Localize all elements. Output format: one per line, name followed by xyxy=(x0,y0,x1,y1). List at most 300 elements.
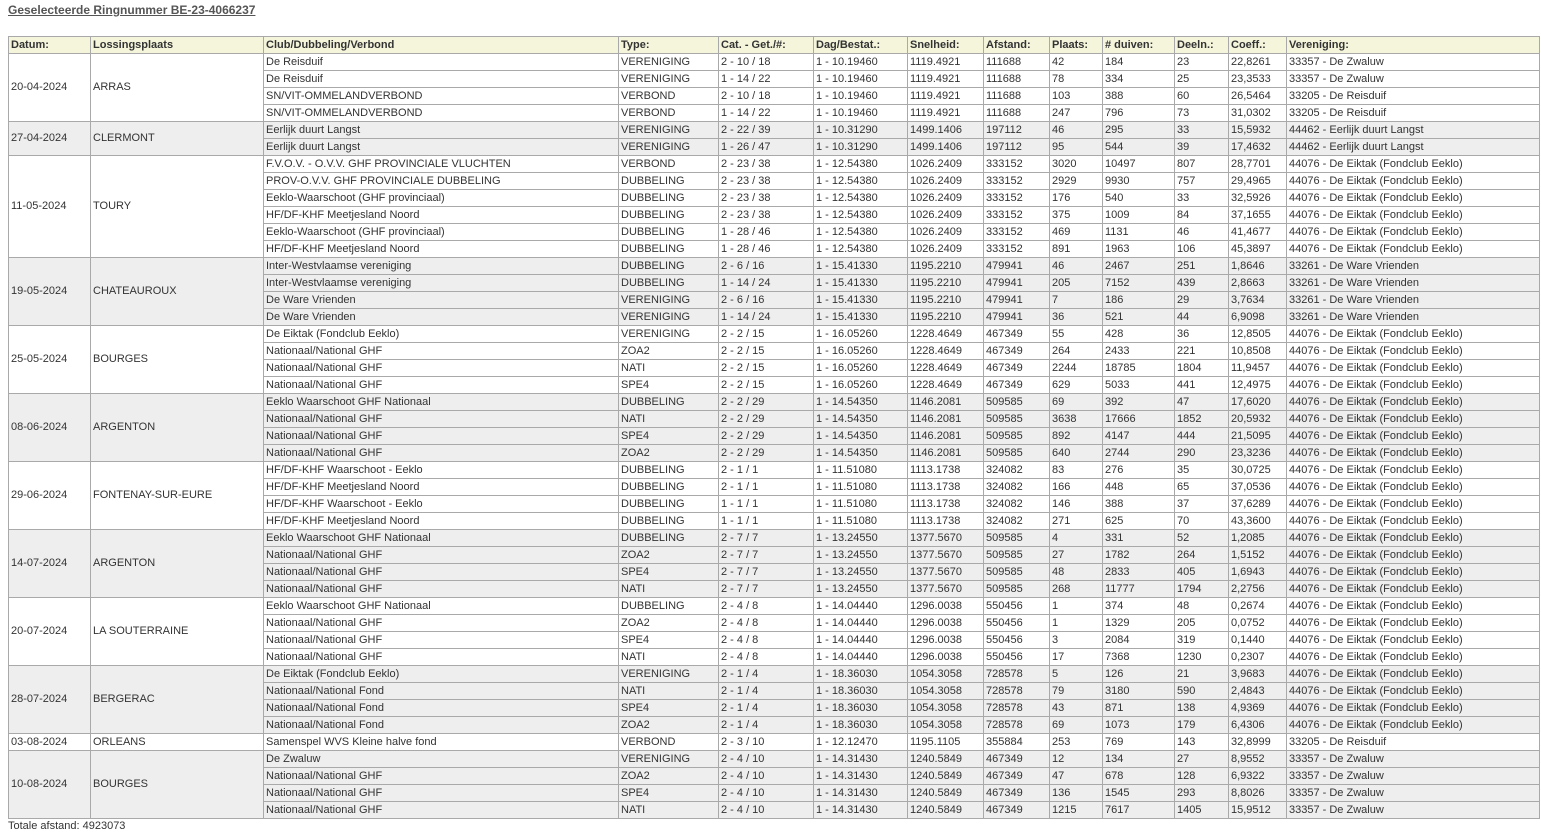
type-cell: VERENIGING xyxy=(619,751,719,768)
pigeons-cell: 1131 xyxy=(1103,224,1175,241)
association-cell: 44076 - De Eiktak (Fondclub Eeklo) xyxy=(1287,598,1540,615)
participants-cell: 106 xyxy=(1175,241,1229,258)
distance-cell: 467349 xyxy=(984,802,1050,819)
distance-cell: 467349 xyxy=(984,343,1050,360)
race-location: CLERMONT xyxy=(91,122,264,156)
speed-cell: 1228.4649 xyxy=(908,377,984,394)
race-date: 11-05-2024 xyxy=(9,156,91,258)
race-location: ARGENTON xyxy=(91,394,264,462)
date-header: Datum: xyxy=(9,37,91,54)
place-cell: 253 xyxy=(1050,734,1103,751)
coefficient-cell: 43,3600 xyxy=(1229,513,1287,530)
pigeons-cell: 186 xyxy=(1103,292,1175,309)
type-cell: DUBBELING xyxy=(619,479,719,496)
participants-cell: 757 xyxy=(1175,173,1229,190)
association-cell: 44076 - De Eiktak (Fondclub Eeklo) xyxy=(1287,496,1540,513)
speed-cell: 1054.3058 xyxy=(908,717,984,734)
association-cell: 44076 - De Eiktak (Fondclub Eeklo) xyxy=(1287,632,1540,649)
pigeons-cell: 678 xyxy=(1103,768,1175,785)
participants-cell: 27 xyxy=(1175,751,1229,768)
race-date: 03-08-2024 xyxy=(9,734,91,751)
coefficient-cell: 32,8999 xyxy=(1229,734,1287,751)
speed-cell: 1146.2081 xyxy=(908,411,984,428)
category-cell: 1 - 14 / 22 xyxy=(719,105,814,122)
coefficient-cell: 45,3897 xyxy=(1229,241,1287,258)
association-cell: 33205 - De Reisduif xyxy=(1287,105,1540,122)
participants-cell: 23 xyxy=(1175,54,1229,71)
association-cell: 44076 - De Eiktak (Fondclub Eeklo) xyxy=(1287,700,1540,717)
place-cell: 264 xyxy=(1050,343,1103,360)
place-cell: 5 xyxy=(1050,666,1103,683)
participants-cell: 405 xyxy=(1175,564,1229,581)
category-cell: 2 - 2 / 15 xyxy=(719,377,814,394)
participants-cell: 221 xyxy=(1175,343,1229,360)
type-cell: NATI xyxy=(619,683,719,700)
race-location: FONTENAY-SUR-EURE xyxy=(91,462,264,530)
results-table xyxy=(8,36,1540,819)
category-cell: 1 - 14 / 24 xyxy=(719,275,814,292)
association-cell: 33261 - De Ware Vrienden xyxy=(1287,258,1540,275)
place-cell: 79 xyxy=(1050,683,1103,700)
place-cell: 43 xyxy=(1050,700,1103,717)
category-cell: 2 - 4 / 8 xyxy=(719,649,814,666)
association-cell: 44076 - De Eiktak (Fondclub Eeklo) xyxy=(1287,428,1540,445)
coefficient-cell: 23,3236 xyxy=(1229,445,1287,462)
place-cell: 69 xyxy=(1050,717,1103,734)
speed-cell: 1228.4649 xyxy=(908,360,984,377)
day-time-cell: 1 - 13.24550 xyxy=(814,581,908,598)
day-time-cell: 1 - 16.05260 xyxy=(814,360,908,377)
place-cell: 78 xyxy=(1050,71,1103,88)
race-location: CHATEAUROUX xyxy=(91,258,264,326)
day-time-cell: 1 - 12.54380 xyxy=(814,207,908,224)
speed-cell: 1195.1105 xyxy=(908,734,984,751)
pigeons-cell: 2433 xyxy=(1103,343,1175,360)
pigeons-cell: 388 xyxy=(1103,88,1175,105)
club-cell: Nationaal/National GHF xyxy=(264,411,619,428)
speed-cell: 1240.5849 xyxy=(908,751,984,768)
coefficient-cell: 0,0752 xyxy=(1229,615,1287,632)
speed-cell: 1054.3058 xyxy=(908,683,984,700)
place-cell: 640 xyxy=(1050,445,1103,462)
club-cell: Eeklo-Waarschoot (GHF provinciaal) xyxy=(264,190,619,207)
type-cell: DUBBELING xyxy=(619,190,719,207)
race-location: BERGERAC xyxy=(91,666,264,734)
place-cell: 136 xyxy=(1050,785,1103,802)
race-date: 25-05-2024 xyxy=(9,326,91,394)
participants-cell: 73 xyxy=(1175,105,1229,122)
coefficient-cell: 21,5095 xyxy=(1229,428,1287,445)
type-cell: ZOA2 xyxy=(619,343,719,360)
speed-cell: 1113.1738 xyxy=(908,479,984,496)
place-cell: 4 xyxy=(1050,530,1103,547)
pigeons-cell: 11777 xyxy=(1103,581,1175,598)
pigeons-cell: 374 xyxy=(1103,598,1175,615)
speed-cell: 1195.2210 xyxy=(908,258,984,275)
category-cell: 1 - 26 / 47 xyxy=(719,139,814,156)
day-time-cell: 1 - 15.41330 xyxy=(814,275,908,292)
coefficient-cell: 15,9512 xyxy=(1229,802,1287,819)
category-cell: 2 - 10 / 18 xyxy=(719,54,814,71)
coefficient-cell: 32,5926 xyxy=(1229,190,1287,207)
type-cell: DUBBELING xyxy=(619,207,719,224)
speed-cell: 1026.2409 xyxy=(908,156,984,173)
type-cell: DUBBELING xyxy=(619,598,719,615)
category-cell: 2 - 23 / 38 xyxy=(719,207,814,224)
association-cell: 44076 - De Eiktak (Fondclub Eeklo) xyxy=(1287,564,1540,581)
participants-cell: 1230 xyxy=(1175,649,1229,666)
place-cell: 375 xyxy=(1050,207,1103,224)
type-cell: NATI xyxy=(619,360,719,377)
race-date: 19-05-2024 xyxy=(9,258,91,326)
coefficient-cell: 22,8261 xyxy=(1229,54,1287,71)
race-date: 08-06-2024 xyxy=(9,394,91,462)
pigeons-cell: 2084 xyxy=(1103,632,1175,649)
association-cell: 33357 - De Zwaluw xyxy=(1287,71,1540,88)
category-cell: 2 - 2 / 15 xyxy=(719,360,814,377)
place-cell: 42 xyxy=(1050,54,1103,71)
pigeons-cell: 625 xyxy=(1103,513,1175,530)
club-cell: Nationaal/National GHF xyxy=(264,428,619,445)
distance-cell: 197112 xyxy=(984,139,1050,156)
place-cell: 3 xyxy=(1050,632,1103,649)
pigeons-cell: 1963 xyxy=(1103,241,1175,258)
participants-cell: 84 xyxy=(1175,207,1229,224)
type-cell: VERENIGING xyxy=(619,139,719,156)
participants-cell: 52 xyxy=(1175,530,1229,547)
type-cell: NATI xyxy=(619,649,719,666)
category-cell: 2 - 1 / 1 xyxy=(719,479,814,496)
distance-cell: 479941 xyxy=(984,292,1050,309)
category-cell: 2 - 22 / 39 xyxy=(719,122,814,139)
coefficient-cell: 17,6020 xyxy=(1229,394,1287,411)
type-cell: VERENIGING xyxy=(619,326,719,343)
distance-cell: 467349 xyxy=(984,377,1050,394)
participants-cell: 25 xyxy=(1175,71,1229,88)
category-cell: 2 - 2 / 29 xyxy=(719,445,814,462)
category-header: Cat. - Get./#: xyxy=(719,37,814,54)
pigeons-header: # duiven: xyxy=(1103,37,1175,54)
association-cell: 33261 - De Ware Vrienden xyxy=(1287,275,1540,292)
race-location: ARGENTON xyxy=(91,530,264,598)
place-cell: 46 xyxy=(1050,122,1103,139)
club-cell: Nationaal/National GHF xyxy=(264,785,619,802)
speed-cell: 1113.1738 xyxy=(908,513,984,530)
participants-header: Deeln.: xyxy=(1175,37,1229,54)
category-cell: 2 - 23 / 38 xyxy=(719,173,814,190)
participants-cell: 46 xyxy=(1175,224,1229,241)
pigeons-cell: 7152 xyxy=(1103,275,1175,292)
day-time-cell: 1 - 12.54380 xyxy=(814,241,908,258)
participants-cell: 264 xyxy=(1175,547,1229,564)
pigeons-cell: 7617 xyxy=(1103,802,1175,819)
speed-cell: 1296.0038 xyxy=(908,649,984,666)
place-cell: 469 xyxy=(1050,224,1103,241)
place-cell: 166 xyxy=(1050,479,1103,496)
club-cell: Nationaal/National GHF xyxy=(264,802,619,819)
participants-cell: 251 xyxy=(1175,258,1229,275)
association-cell: 44076 - De Eiktak (Fondclub Eeklo) xyxy=(1287,717,1540,734)
pigeons-cell: 1009 xyxy=(1103,207,1175,224)
pigeons-cell: 126 xyxy=(1103,666,1175,683)
association-cell: 44462 - Eerlijk duurt Langst xyxy=(1287,139,1540,156)
category-cell: 2 - 4 / 10 xyxy=(719,802,814,819)
club-cell: Inter-Westvlaamse vereniging xyxy=(264,258,619,275)
type-cell: DUBBELING xyxy=(619,173,719,190)
speed-cell: 1119.4921 xyxy=(908,88,984,105)
distance-cell: 324082 xyxy=(984,462,1050,479)
association-cell: 44076 - De Eiktak (Fondclub Eeklo) xyxy=(1287,326,1540,343)
club-cell: HF/DF-KHF Meetjesland Noord xyxy=(264,513,619,530)
club-cell: Nationaal/National GHF xyxy=(264,768,619,785)
distance-cell: 333152 xyxy=(984,156,1050,173)
coefficient-cell: 0,1440 xyxy=(1229,632,1287,649)
place-cell: 2929 xyxy=(1050,173,1103,190)
association-cell: 44076 - De Eiktak (Fondclub Eeklo) xyxy=(1287,479,1540,496)
day-time-cell: 1 - 18.36030 xyxy=(814,700,908,717)
club-cell: De Ware Vrienden xyxy=(264,292,619,309)
category-cell: 2 - 4 / 8 xyxy=(719,615,814,632)
place-cell: 95 xyxy=(1050,139,1103,156)
type-cell: DUBBELING xyxy=(619,241,719,258)
place-cell: 1215 xyxy=(1050,802,1103,819)
club-cell: SN/VIT-OMMELANDVERBOND xyxy=(264,105,619,122)
coefficient-cell: 12,4975 xyxy=(1229,377,1287,394)
category-cell: 2 - 6 / 16 xyxy=(719,292,814,309)
coefficient-cell: 8,8026 xyxy=(1229,785,1287,802)
place-cell: 247 xyxy=(1050,105,1103,122)
distance-cell: 467349 xyxy=(984,785,1050,802)
distance-cell: 728578 xyxy=(984,666,1050,683)
race-date: 10-08-2024 xyxy=(9,751,91,819)
type-cell: DUBBELING xyxy=(619,394,719,411)
coefficient-cell: 37,6289 xyxy=(1229,496,1287,513)
day-time-header: Dag/Bestat.: xyxy=(814,37,908,54)
club-cell: F.V.O.V. - O.V.V. GHF PROVINCIALE VLUCHTEN xyxy=(264,156,619,173)
type-cell: SPE4 xyxy=(619,564,719,581)
category-cell: 1 - 28 / 46 xyxy=(719,224,814,241)
speed-cell: 1499.1406 xyxy=(908,122,984,139)
day-time-cell: 1 - 10.19460 xyxy=(814,105,908,122)
speed-cell: 1228.4649 xyxy=(908,326,984,343)
result-row xyxy=(9,394,1540,411)
speed-cell: 1119.4921 xyxy=(908,71,984,88)
type-cell: SPE4 xyxy=(619,632,719,649)
speed-cell: 1026.2409 xyxy=(908,224,984,241)
speed-cell: 1377.5670 xyxy=(908,530,984,547)
association-cell: 44076 - De Eiktak (Fondclub Eeklo) xyxy=(1287,462,1540,479)
coefficient-cell: 15,5932 xyxy=(1229,122,1287,139)
distance-cell: 111688 xyxy=(984,105,1050,122)
speed-cell: 1026.2409 xyxy=(908,241,984,258)
category-cell: 2 - 2 / 29 xyxy=(719,394,814,411)
pigeons-cell: 769 xyxy=(1103,734,1175,751)
place-cell: 205 xyxy=(1050,275,1103,292)
association-cell: 33205 - De Reisduif xyxy=(1287,88,1540,105)
race-date: 14-07-2024 xyxy=(9,530,91,598)
coefficient-cell: 37,1655 xyxy=(1229,207,1287,224)
speed-cell: 1026.2409 xyxy=(908,207,984,224)
place-cell: 12 xyxy=(1050,751,1103,768)
pigeons-cell: 1782 xyxy=(1103,547,1175,564)
participants-cell: 33 xyxy=(1175,122,1229,139)
place-cell: 1 xyxy=(1050,615,1103,632)
speed-cell: 1296.0038 xyxy=(908,598,984,615)
place-cell: 268 xyxy=(1050,581,1103,598)
distance-cell: 550456 xyxy=(984,649,1050,666)
category-cell: 2 - 6 / 16 xyxy=(719,258,814,275)
result-row xyxy=(9,326,1540,343)
category-cell: 2 - 23 / 38 xyxy=(719,156,814,173)
type-cell: DUBBELING xyxy=(619,275,719,292)
association-cell: 44076 - De Eiktak (Fondclub Eeklo) xyxy=(1287,445,1540,462)
club-cell: Nationaal/National GHF xyxy=(264,649,619,666)
place-header: Plaats: xyxy=(1050,37,1103,54)
day-time-cell: 1 - 12.54380 xyxy=(814,173,908,190)
place-cell: 7 xyxy=(1050,292,1103,309)
club-cell: Nationaal/National GHF xyxy=(264,615,619,632)
distance-cell: 324082 xyxy=(984,513,1050,530)
day-time-cell: 1 - 18.36030 xyxy=(814,717,908,734)
pigeons-cell: 428 xyxy=(1103,326,1175,343)
speed-cell: 1119.4921 xyxy=(908,105,984,122)
type-cell: VERBOND xyxy=(619,156,719,173)
place-cell: 48 xyxy=(1050,564,1103,581)
distance-cell: 509585 xyxy=(984,530,1050,547)
race-location: BOURGES xyxy=(91,326,264,394)
place-cell: 83 xyxy=(1050,462,1103,479)
association-cell: 44076 - De Eiktak (Fondclub Eeklo) xyxy=(1287,530,1540,547)
association-cell: 44076 - De Eiktak (Fondclub Eeklo) xyxy=(1287,207,1540,224)
club-cell: Eeklo Waarschoot GHF Nationaal xyxy=(264,598,619,615)
race-date: 29-06-2024 xyxy=(9,462,91,530)
club-cell: HF/DF-KHF Meetjesland Noord xyxy=(264,207,619,224)
distance-cell: 197112 xyxy=(984,122,1050,139)
total-distance: Totale afstand: 4923073 xyxy=(8,820,126,832)
distance-cell: 467349 xyxy=(984,360,1050,377)
type-cell: ZOA2 xyxy=(619,615,719,632)
coefficient-cell: 10,8508 xyxy=(1229,343,1287,360)
category-cell: 2 - 2 / 15 xyxy=(719,343,814,360)
type-cell: DUBBELING xyxy=(619,513,719,530)
type-cell: ZOA2 xyxy=(619,445,719,462)
distance-cell: 467349 xyxy=(984,326,1050,343)
participants-cell: 179 xyxy=(1175,717,1229,734)
pigeons-cell: 1545 xyxy=(1103,785,1175,802)
participants-cell: 1405 xyxy=(1175,802,1229,819)
pigeons-cell: 448 xyxy=(1103,479,1175,496)
pigeons-cell: 2744 xyxy=(1103,445,1175,462)
distance-cell: 479941 xyxy=(984,258,1050,275)
speed-cell: 1240.5849 xyxy=(908,802,984,819)
association-cell: 44462 - Eerlijk duurt Langst xyxy=(1287,122,1540,139)
distance-cell: 509585 xyxy=(984,428,1050,445)
association-cell: 44076 - De Eiktak (Fondclub Eeklo) xyxy=(1287,683,1540,700)
participants-cell: 65 xyxy=(1175,479,1229,496)
speed-cell: 1119.4921 xyxy=(908,54,984,71)
club-cell: Nationaal/National GHF xyxy=(264,564,619,581)
result-row xyxy=(9,530,1540,547)
coefficient-cell: 1,6943 xyxy=(1229,564,1287,581)
day-time-cell: 1 - 10.19460 xyxy=(814,71,908,88)
category-cell: 2 - 7 / 7 xyxy=(719,530,814,547)
day-time-cell: 1 - 16.05260 xyxy=(814,377,908,394)
speed-cell: 1240.5849 xyxy=(908,785,984,802)
distance-cell: 467349 xyxy=(984,768,1050,785)
coefficient-header: Coeff.: xyxy=(1229,37,1287,54)
club-cell: Nationaal/National GHF xyxy=(264,581,619,598)
category-cell: 2 - 2 / 29 xyxy=(719,411,814,428)
pigeons-cell: 3180 xyxy=(1103,683,1175,700)
category-cell: 2 - 4 / 10 xyxy=(719,751,814,768)
distance-cell: 333152 xyxy=(984,241,1050,258)
type-cell: NATI xyxy=(619,411,719,428)
speed-cell: 1240.5849 xyxy=(908,768,984,785)
speed-cell: 1195.2210 xyxy=(908,275,984,292)
participants-cell: 1852 xyxy=(1175,411,1229,428)
pigeons-cell: 521 xyxy=(1103,309,1175,326)
pigeons-cell: 276 xyxy=(1103,462,1175,479)
result-row xyxy=(9,734,1540,751)
speed-cell: 1113.1738 xyxy=(908,496,984,513)
association-cell: 44076 - De Eiktak (Fondclub Eeklo) xyxy=(1287,394,1540,411)
day-time-cell: 1 - 10.19460 xyxy=(814,88,908,105)
type-cell: ZOA2 xyxy=(619,768,719,785)
place-cell: 27 xyxy=(1050,547,1103,564)
pigeons-cell: 295 xyxy=(1103,122,1175,139)
category-cell: 2 - 7 / 7 xyxy=(719,581,814,598)
type-cell: VERBOND xyxy=(619,734,719,751)
place-cell: 69 xyxy=(1050,394,1103,411)
coefficient-cell: 2,4843 xyxy=(1229,683,1287,700)
pigeons-cell: 334 xyxy=(1103,71,1175,88)
club-cell: Nationaal/National GHF xyxy=(264,632,619,649)
distance-cell: 333152 xyxy=(984,190,1050,207)
place-cell: 891 xyxy=(1050,241,1103,258)
pigeons-cell: 871 xyxy=(1103,700,1175,717)
day-time-cell: 1 - 14.54350 xyxy=(814,445,908,462)
participants-cell: 444 xyxy=(1175,428,1229,445)
coefficient-cell: 17,4632 xyxy=(1229,139,1287,156)
type-cell: DUBBELING xyxy=(619,530,719,547)
coefficient-cell: 1,8646 xyxy=(1229,258,1287,275)
participants-cell: 60 xyxy=(1175,88,1229,105)
participants-cell: 143 xyxy=(1175,734,1229,751)
participants-cell: 29 xyxy=(1175,292,1229,309)
speed-cell: 1377.5670 xyxy=(908,581,984,598)
day-time-cell: 1 - 13.24550 xyxy=(814,547,908,564)
coefficient-cell: 26,5464 xyxy=(1229,88,1287,105)
pigeons-cell: 392 xyxy=(1103,394,1175,411)
place-cell: 271 xyxy=(1050,513,1103,530)
pigeons-cell: 134 xyxy=(1103,751,1175,768)
participants-cell: 37 xyxy=(1175,496,1229,513)
pigeons-cell: 2833 xyxy=(1103,564,1175,581)
result-row xyxy=(9,258,1540,275)
distance-cell: 550456 xyxy=(984,615,1050,632)
coefficient-cell: 41,4677 xyxy=(1229,224,1287,241)
speed-cell: 1146.2081 xyxy=(908,445,984,462)
category-cell: 2 - 23 / 38 xyxy=(719,190,814,207)
participants-cell: 35 xyxy=(1175,462,1229,479)
pigeons-cell: 4147 xyxy=(1103,428,1175,445)
participants-cell: 293 xyxy=(1175,785,1229,802)
coefficient-cell: 11,9457 xyxy=(1229,360,1287,377)
category-cell: 2 - 1 / 4 xyxy=(719,683,814,700)
association-cell: 44076 - De Eiktak (Fondclub Eeklo) xyxy=(1287,343,1540,360)
club-cell: De Zwaluw xyxy=(264,751,619,768)
pigeons-cell: 17666 xyxy=(1103,411,1175,428)
